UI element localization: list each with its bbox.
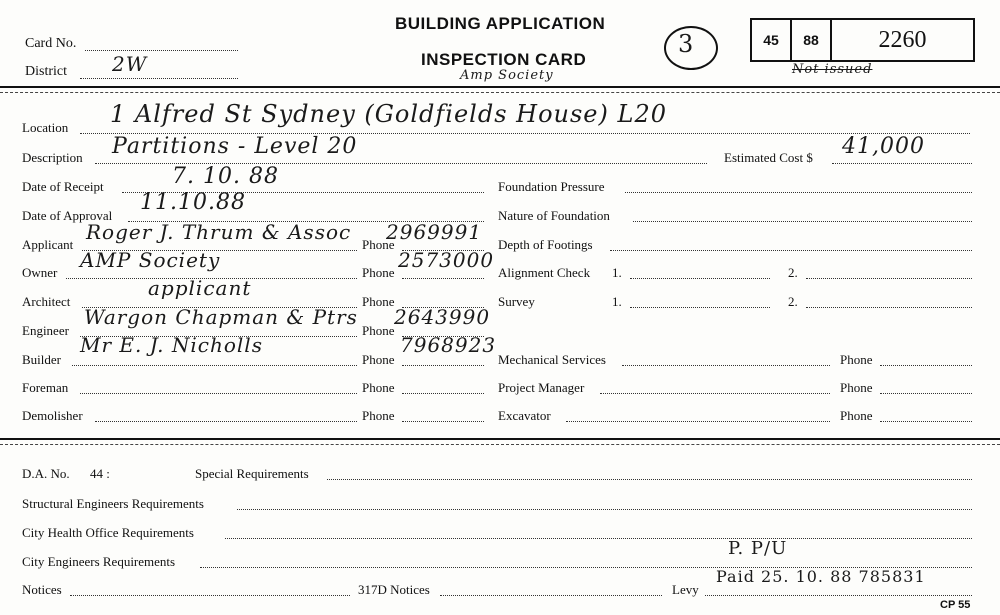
engineer-label: Engineer (22, 323, 69, 338)
levy-line (705, 595, 972, 596)
levy-label: Levy (672, 582, 699, 597)
card-no-line (85, 50, 238, 51)
alignment-label: Alignment Check (498, 265, 591, 280)
city-engineers-label: City Engineers Requirements (22, 554, 176, 569)
excavator-phone-label: Phone (840, 408, 873, 423)
engineer-phone-label: Phone (362, 323, 395, 338)
project-manager-phone-label: Phone (840, 380, 873, 395)
foreman-phone-label: Phone (362, 380, 395, 395)
title-building-application: BUILDING APPLICATION (395, 14, 606, 33)
notices-line (70, 595, 350, 596)
description-value: Partitions - Level 20 (112, 134, 358, 159)
applicant-phone: 2969991 (386, 220, 483, 244)
excavator-line (566, 421, 830, 422)
alignment-1-line (630, 278, 770, 279)
location-value: 1 Alfred St Sydney (Goldfields House) L20 (110, 100, 667, 128)
da-label: D.A. No. (22, 466, 70, 481)
structural-line (237, 509, 972, 510)
architect-phone-label: Phone (362, 294, 395, 309)
mid-dashed-rule (0, 444, 1000, 445)
foreman-label: Foreman (22, 380, 69, 395)
builder-label: Builder (22, 352, 61, 367)
district-value: 2W (112, 52, 148, 76)
special-requirements-label: Special Requirements (195, 466, 309, 481)
box-number-2: 88 (790, 18, 832, 62)
notices-317d-line (440, 595, 662, 596)
demolisher-label: Demolisher (22, 408, 83, 423)
title-inspection-card: INSPECTION CARD (421, 50, 587, 69)
survey-2-line (806, 307, 972, 308)
builder-phone-line (402, 365, 484, 366)
district-line (80, 78, 238, 79)
builder-phone: 7968923 (400, 333, 497, 357)
levy-value: Paid 25. 10. 88 785831 (716, 567, 926, 586)
foundation-pressure-label: Foundation Pressure (498, 179, 605, 194)
cp-code: CP 55 (940, 599, 971, 611)
survey-2-label: 2. (788, 294, 798, 309)
estimated-cost-label: Estimated Cost $ (724, 150, 813, 165)
demolisher-phone-label: Phone (362, 408, 395, 423)
location-label: Location (22, 120, 69, 135)
owner-phone-label: Phone (362, 265, 395, 280)
health-line (225, 538, 972, 539)
receipt-value: 7. 10. 88 (172, 164, 279, 189)
description-label: Description (22, 150, 83, 165)
city-engineers-note: P. P/U (728, 538, 788, 559)
title-note: Amp Society (460, 68, 554, 83)
survey-1-line (630, 307, 770, 308)
da-value: 44 : (90, 466, 110, 481)
builder-value: Mr E. J. Nicholls (80, 333, 263, 357)
depth-footings-line (610, 250, 972, 251)
mechanical-phone-label: Phone (840, 352, 873, 367)
mid-rule (0, 438, 1000, 440)
special-requirements-line (327, 479, 972, 480)
engineer-phone: 2643990 (394, 305, 491, 329)
nature-foundation-label: Nature of Foundation (498, 208, 610, 223)
depth-footings-label: Depth of Footings (498, 237, 593, 252)
owner-phone: 2573000 (398, 248, 495, 272)
applicant-label: Applicant (22, 237, 74, 252)
demolisher-phone-line (402, 421, 484, 422)
foreman-line (80, 393, 357, 394)
demolisher-line (95, 421, 357, 422)
owner-value: AMP Society (80, 248, 221, 272)
survey-1-label: 1. (612, 294, 622, 309)
structural-label: Structural Engineers Requirements (22, 496, 204, 511)
excavator-label: Excavator (498, 408, 551, 423)
district-label: District (25, 64, 67, 79)
circled-value: 3 (678, 30, 695, 58)
receipt-label: Date of Receipt (22, 179, 104, 194)
mechanical-phone-line (880, 365, 972, 366)
alignment-2-line (806, 278, 972, 279)
survey-label: Survey (498, 294, 535, 309)
project-manager-line (600, 393, 830, 394)
architect-value: applicant (148, 276, 252, 300)
box-number-1: 45 (750, 18, 792, 62)
estimated-cost-value: 41,000 (842, 134, 925, 159)
mechanical-line (622, 365, 830, 366)
applicant-phone-label: Phone (362, 237, 395, 252)
top-rule (0, 86, 1000, 88)
engineer-value: Wargon Chapman & Ptrs (84, 305, 358, 329)
estimated-cost-line (832, 163, 972, 164)
health-label: City Health Office Requirements (22, 525, 194, 540)
notices-317d-label: 317D Notices (358, 582, 430, 597)
builder-phone-label: Phone (362, 352, 395, 367)
applicant-value: Roger J. Thrum & Assoc (86, 220, 352, 244)
excavator-phone-line (880, 421, 972, 422)
box-strike-note: Not issued (792, 62, 873, 77)
mechanical-label: Mechanical Services (498, 352, 606, 367)
foundation-pressure-line (625, 192, 972, 193)
architect-label: Architect (22, 294, 71, 309)
foreman-phone-line (402, 393, 484, 394)
approval-label: Date of Approval (22, 208, 113, 223)
project-manager-label: Project Manager (498, 380, 585, 395)
owner-phone-line (402, 278, 484, 279)
alignment-1-label: 1. (612, 265, 622, 280)
project-manager-phone-line (880, 393, 972, 394)
card-no-label: Card No. (25, 36, 77, 51)
owner-label: Owner (22, 265, 58, 280)
notices-label: Notices (22, 582, 62, 597)
alignment-2-label: 2. (788, 265, 798, 280)
top-dashed-rule (0, 92, 1000, 93)
approval-value: 11.10.88 (140, 190, 246, 215)
box-number-3: 2260 (830, 18, 975, 62)
nature-foundation-line (633, 221, 972, 222)
builder-line (72, 365, 357, 366)
